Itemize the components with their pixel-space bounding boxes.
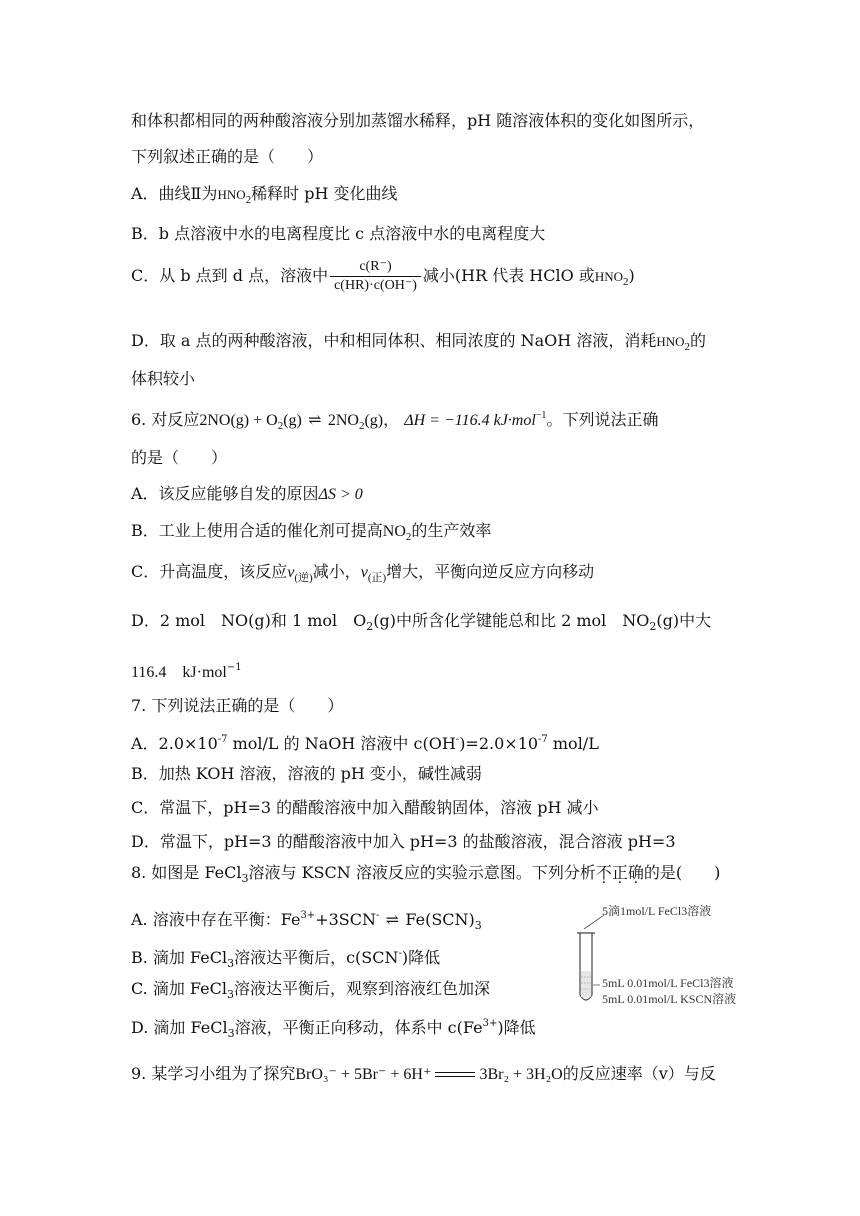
equals-bar-icon — [435, 1072, 475, 1077]
q8-option-a: A. 溶液中存在平衡：$Fe^{3+}+3SCN^-$ ⇌ $Fe(SCN)_3$ — [131, 910, 482, 932]
q7-option-c: C．常温下，pH=3 的醋酸溶液中加入醋酸钠固体，溶液 pH 减小 — [131, 798, 599, 817]
q5-option-d-line2: 体积较小 — [131, 369, 196, 388]
q9-stem: 9. 某学习小组为了探究BrO₃⁻ + 5Br⁻ + 6H⁺ 3Br₂ + 3H₂O的反应速率（v）与反 — [131, 1064, 716, 1083]
q6-option-d-line2: 116.4 kJ·mol$^{-1}$ — [131, 662, 242, 681]
fig-label-top: 5滴1mol/L FeCl3溶液 — [602, 905, 712, 918]
emphasis-char: 正 — [611, 863, 628, 882]
fig-label-1: 5mL 0.01mol/L FeCl3溶液 — [602, 976, 734, 990]
q6-option-c: C．升高温度，该反应$v_{(逆)}$减小，$v_{(正)}$增大，平衡向逆反应方向移动 — [131, 562, 595, 584]
q6-option-d: D．2 mol NO(g)和 1 mol $O_2(g)$中所含化学键能总和比 2 mol $NO_2(g)$中大 — [131, 611, 712, 633]
fig-label-2: 5mL 0.01mol/L KSCN溶液 — [602, 992, 737, 1006]
q5-option-a: A．曲线Ⅱ为$HNO_2$稀释时 pH 变化曲线 — [131, 184, 398, 206]
q8-option-d: D. 滴加 FeCl$_3$溶液，平衡正向移动，体系中 $c(Fe^{3+})$降低 — [131, 1018, 536, 1040]
q5-option-b: B．b 点溶液中水的电离程度比 c 点溶液中水的电离程度大 — [131, 224, 546, 243]
emphasis-char: 确 — [627, 863, 644, 882]
reversible-arrow-icon: ⇌ — [385, 910, 400, 929]
q5-option-d: D．取 a 点的两种酸溶液，中和相同体积、相同浓度的 NaOH 溶液，消耗$HNO_2$的 — [131, 331, 707, 353]
emphasis-dotted-text — [596, 863, 644, 882]
q7-stem: 7. 下列说法正确的是（ ） — [131, 696, 344, 715]
emphasis-char: 不 — [595, 863, 612, 882]
q6-option-a: A．该反应能够自发的原因ΔS > 0 — [131, 484, 363, 503]
q7-option-b: B．加热 KOH 溶液，溶液的 pH 变小，碱性减弱 — [131, 764, 482, 783]
q7-option-a: A．$2.0\times 10^{-7}$ mol/L 的 NaOH 溶液中 $c(OH^-)=2.0\times 10^{-7}$ mol/L — [131, 734, 599, 753]
q6-option-b: B．工业上使用合适的催化剂可提高$NO_2$的生产效率 — [131, 521, 492, 543]
q6-stem-line2: 的是（ ） — [131, 448, 228, 467]
q5-fraction: $\frac{c(R^-)}{c(HR)\cdot c(OH^-)}$ — [330, 258, 421, 295]
q8-option-c: C. 滴加 FeCl$_3$溶液达平衡后，观察到溶液红色加深 — [131, 979, 491, 1001]
q5-option-c: C．从 b 点到 d 点，溶液中 $\frac{c(R^-)}{c(HR)\cdot c(OH^-)}$ 减小(HR 代表 HClO 或$HNO_2$) — [131, 259, 635, 293]
q5-stem-line1: 和体积都相同的两种酸溶液分别加蒸馏水稀释，pH 随溶液体积的变化如图所示， — [131, 111, 705, 130]
q8-option-b: B. 滴加 FeCl$_3$溶液达平衡后，c(SCN-)降低 — [131, 948, 441, 970]
q5-stem-line2: 下列叙述正确的是（ ） — [131, 147, 324, 166]
q6-stem: 6. 对反应$2NO(g) + O_2(g)$ ⇌ $2NO_2(g)$， ΔH = −116.4 kJ·mol$^{-1}$。下列说法正确 — [131, 410, 659, 432]
test-tube-figure — [570, 905, 770, 1015]
q8-stem: 8. 如图是 FeCl$_3$溶液与 KSCN 溶液反应的实验示意图。下列分析不正确的是( ) — [131, 863, 721, 885]
reversible-arrow-icon: ⇌ — [308, 410, 322, 429]
q7-option-d: D．常温下，pH=3 的醋酸溶液中加入 pH=3 的盐酸溶液，混合溶液 pH=3 — [131, 832, 676, 851]
